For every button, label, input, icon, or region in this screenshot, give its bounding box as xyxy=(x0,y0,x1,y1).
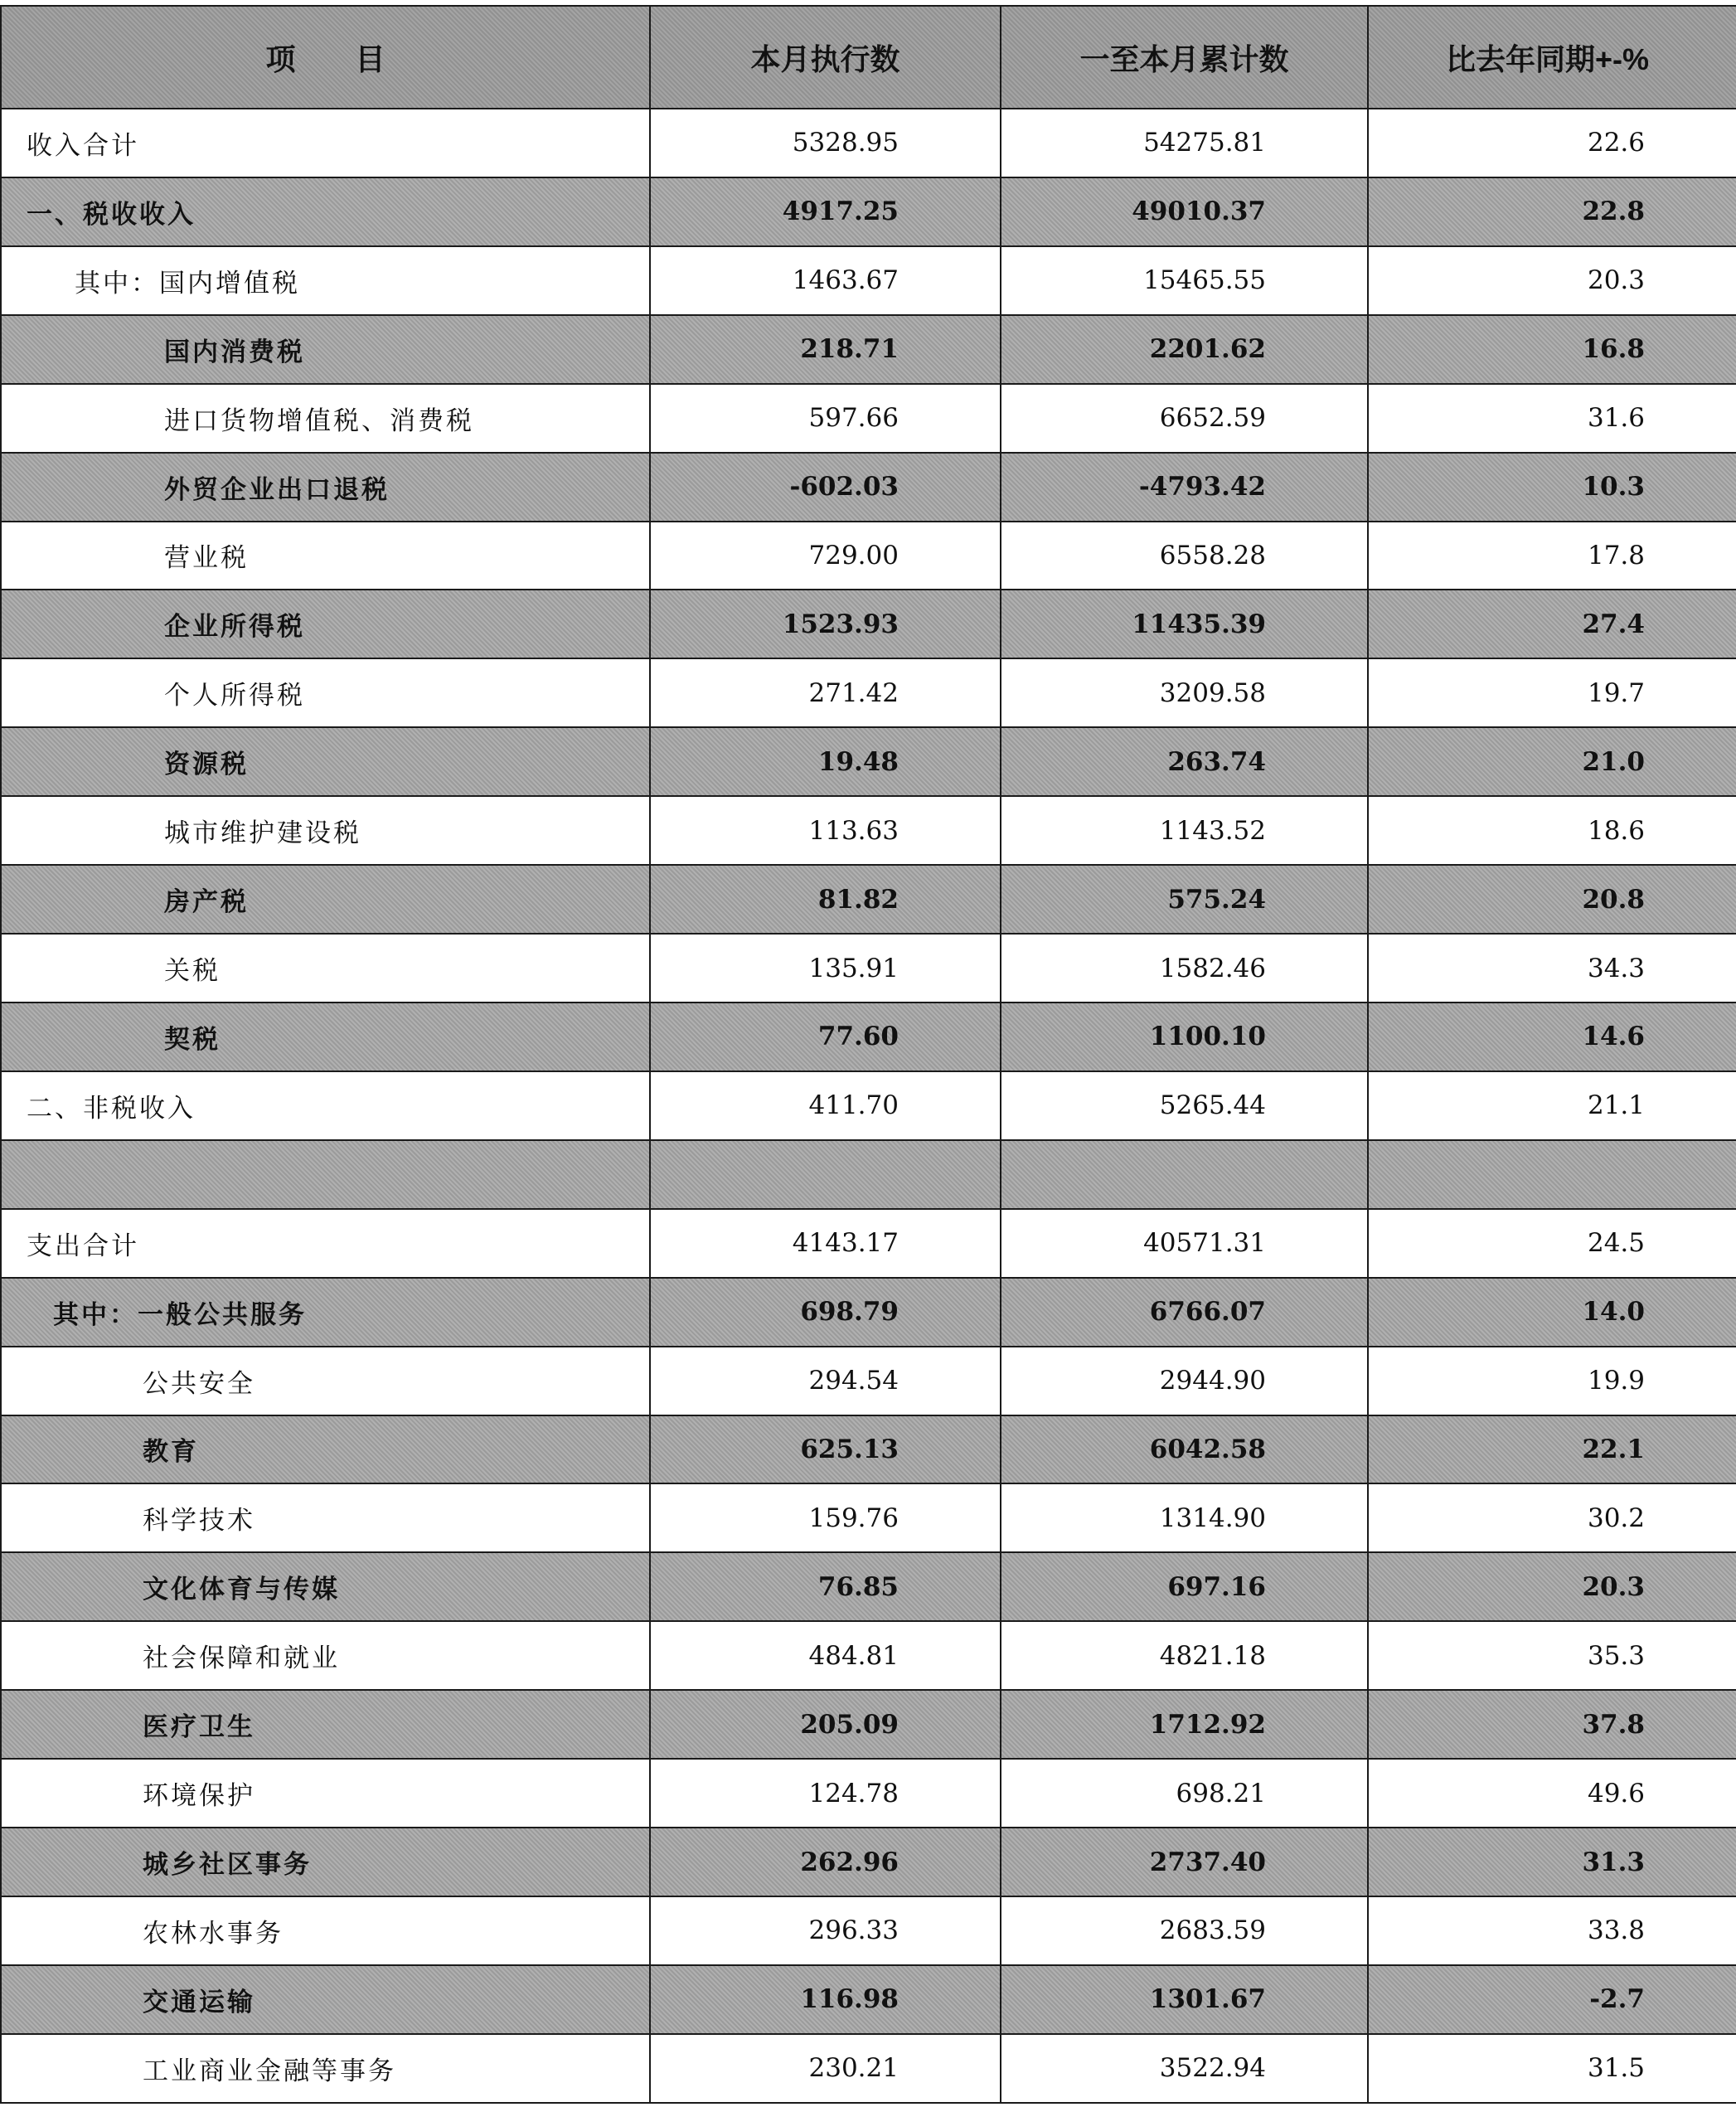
table-row xyxy=(1,453,1736,522)
row-cumulative: 6766.07 xyxy=(1001,1278,1368,1347)
table-row xyxy=(1,658,1736,727)
row-month: 296.33 xyxy=(650,1896,1001,1965)
row-cumulative: 1582.46 xyxy=(1001,934,1368,1003)
row-yoy xyxy=(1368,1140,1736,1209)
table-row xyxy=(1,177,1736,246)
row-cumulative: 697.16 xyxy=(1001,1552,1368,1621)
row-label: 农林水事务 xyxy=(1,1896,650,1965)
row-label: 城乡社区事务 xyxy=(1,1828,650,1896)
row-cumulative: 6652.59 xyxy=(1001,384,1368,453)
row-cumulative: 1314.90 xyxy=(1001,1483,1368,1552)
row-cumulative: 2201.62 xyxy=(1001,315,1368,384)
row-label: 公共安全 xyxy=(1,1347,650,1415)
table-row-empty xyxy=(1,1140,1736,1209)
row-month: 411.70 xyxy=(650,1071,1001,1140)
row-label: 房产税 xyxy=(1,865,650,934)
row-label: 进口货物增值税、消费税 xyxy=(1,384,650,453)
header-yoy: 比去年同期+-% xyxy=(1368,6,1736,109)
row-label: 医疗卫生 xyxy=(1,1690,650,1759)
row-cumulative: 6558.28 xyxy=(1001,522,1368,590)
row-yoy: 16.8 xyxy=(1368,315,1736,384)
row-yoy: 24.5 xyxy=(1368,1209,1736,1278)
table-row xyxy=(1,2034,1736,2103)
table-row xyxy=(1,384,1736,453)
row-month: 597.66 xyxy=(650,384,1001,453)
row-yoy: 31.3 xyxy=(1368,1828,1736,1896)
row-month: -602.03 xyxy=(650,453,1001,522)
row-month xyxy=(650,1140,1001,1209)
table-row xyxy=(1,865,1736,934)
row-label: 环境保护 xyxy=(1,1759,650,1828)
row-label: 国内消费税 xyxy=(1,315,650,384)
row-cumulative: -4793.42 xyxy=(1001,453,1368,522)
row-month: 81.82 xyxy=(650,865,1001,934)
table-row xyxy=(1,1965,1736,2034)
row-cumulative: 15465.55 xyxy=(1001,246,1368,315)
table-row xyxy=(1,1621,1736,1690)
row-label: 社会保障和就业 xyxy=(1,1621,650,1690)
table-row xyxy=(1,1828,1736,1896)
row-label: 企业所得税 xyxy=(1,590,650,658)
row-month: 625.13 xyxy=(650,1415,1001,1484)
row-month: 698.79 xyxy=(650,1278,1001,1347)
table-row xyxy=(1,1071,1736,1140)
row-month: 113.63 xyxy=(650,796,1001,865)
row-label: 收入合计 xyxy=(1,109,650,177)
row-month: 484.81 xyxy=(650,1621,1001,1690)
table-row xyxy=(1,727,1736,796)
table-row xyxy=(1,1759,1736,1828)
row-month: 294.54 xyxy=(650,1347,1001,1415)
row-month: 4143.17 xyxy=(650,1209,1001,1278)
header-month: 本月执行数 xyxy=(650,6,1001,109)
row-label: 其中：国内增值税 xyxy=(1,246,650,315)
row-label: 科学技术 xyxy=(1,1483,650,1552)
row-label: 契税 xyxy=(1,1003,650,1071)
row-month: 76.85 xyxy=(650,1552,1001,1621)
row-label: 资源税 xyxy=(1,727,650,796)
table-row xyxy=(1,1690,1736,1759)
row-label: 交通运输 xyxy=(1,1965,650,2034)
row-month: 77.60 xyxy=(650,1003,1001,1071)
budget-table xyxy=(0,5,1736,2104)
row-yoy: 14.0 xyxy=(1368,1278,1736,1347)
row-cumulative: 6042.58 xyxy=(1001,1415,1368,1484)
row-label xyxy=(1,1140,650,1209)
row-yoy: 31.6 xyxy=(1368,384,1736,453)
table-row xyxy=(1,796,1736,865)
row-yoy: -2.7 xyxy=(1368,1965,1736,2034)
row-cumulative: 11435.39 xyxy=(1001,590,1368,658)
row-month: 159.76 xyxy=(650,1483,1001,1552)
row-cumulative: 3209.58 xyxy=(1001,658,1368,727)
row-cumulative: 1143.52 xyxy=(1001,796,1368,865)
row-yoy: 34.3 xyxy=(1368,934,1736,1003)
row-month: 271.42 xyxy=(650,658,1001,727)
row-label: 工业商业金融等事务 xyxy=(1,2034,650,2103)
row-cumulative: 698.21 xyxy=(1001,1759,1368,1828)
table-row xyxy=(1,1483,1736,1552)
row-yoy: 49.6 xyxy=(1368,1759,1736,1828)
row-cumulative: 263.74 xyxy=(1001,727,1368,796)
row-cumulative: 2944.90 xyxy=(1001,1347,1368,1415)
row-yoy: 35.3 xyxy=(1368,1621,1736,1690)
row-yoy: 33.8 xyxy=(1368,1896,1736,1965)
row-cumulative: 3522.94 xyxy=(1001,2034,1368,2103)
row-label: 支出合计 xyxy=(1,1209,650,1278)
row-yoy: 21.0 xyxy=(1368,727,1736,796)
header-cumulative: 一至本月累计数 xyxy=(1001,6,1368,109)
row-yoy: 21.1 xyxy=(1368,1071,1736,1140)
table-row xyxy=(1,1415,1736,1484)
table-row xyxy=(1,1552,1736,1621)
row-yoy: 20.3 xyxy=(1368,1552,1736,1621)
table-row xyxy=(1,1209,1736,1278)
row-cumulative: 1100.10 xyxy=(1001,1003,1368,1071)
row-month: 230.21 xyxy=(650,2034,1001,2103)
row-month: 729.00 xyxy=(650,522,1001,590)
table-row xyxy=(1,246,1736,315)
row-month: 1463.67 xyxy=(650,246,1001,315)
table-row xyxy=(1,1896,1736,1965)
row-yoy: 30.2 xyxy=(1368,1483,1736,1552)
row-month: 4917.25 xyxy=(650,177,1001,246)
row-label: 文化体育与传媒 xyxy=(1,1552,650,1621)
row-yoy: 37.8 xyxy=(1368,1690,1736,1759)
row-label: 其中：一般公共服务 xyxy=(1,1278,650,1347)
table-row xyxy=(1,590,1736,658)
table-row xyxy=(1,522,1736,590)
row-month: 1523.93 xyxy=(650,590,1001,658)
row-yoy: 31.5 xyxy=(1368,2034,1736,2103)
row-cumulative: 5265.44 xyxy=(1001,1071,1368,1140)
row-label: 城市维护建设税 xyxy=(1,796,650,865)
row-cumulative: 2737.40 xyxy=(1001,1828,1368,1896)
row-label: 个人所得税 xyxy=(1,658,650,727)
row-month: 205.09 xyxy=(650,1690,1001,1759)
row-yoy: 14.6 xyxy=(1368,1003,1736,1071)
table-row xyxy=(1,315,1736,384)
row-month: 135.91 xyxy=(650,934,1001,1003)
table-row xyxy=(1,1278,1736,1347)
row-label: 一、税收收入 xyxy=(1,177,650,246)
row-yoy: 17.8 xyxy=(1368,522,1736,590)
row-yoy: 27.4 xyxy=(1368,590,1736,658)
row-month: 116.98 xyxy=(650,1965,1001,2034)
row-label: 二、非税收入 xyxy=(1,1071,650,1140)
table-row xyxy=(1,109,1736,177)
row-month: 5328.95 xyxy=(650,109,1001,177)
row-cumulative: 575.24 xyxy=(1001,865,1368,934)
row-label: 营业税 xyxy=(1,522,650,590)
row-cumulative: 49010.37 xyxy=(1001,177,1368,246)
row-cumulative: 1712.92 xyxy=(1001,1690,1368,1759)
table-header-row xyxy=(1,6,1736,109)
row-cumulative xyxy=(1001,1140,1368,1209)
row-cumulative: 2683.59 xyxy=(1001,1896,1368,1965)
row-cumulative: 40571.31 xyxy=(1001,1209,1368,1278)
row-month: 262.96 xyxy=(650,1828,1001,1896)
row-month: 124.78 xyxy=(650,1759,1001,1828)
row-yoy: 22.6 xyxy=(1368,109,1736,177)
header-item: 项 目 xyxy=(1,6,650,109)
row-cumulative: 54275.81 xyxy=(1001,109,1368,177)
table-row xyxy=(1,934,1736,1003)
row-yoy: 10.3 xyxy=(1368,453,1736,522)
row-month: 218.71 xyxy=(650,315,1001,384)
row-yoy: 22.1 xyxy=(1368,1415,1736,1484)
row-label: 教育 xyxy=(1,1415,650,1484)
row-label: 外贸企业出口退税 xyxy=(1,453,650,522)
row-month: 19.48 xyxy=(650,727,1001,796)
row-cumulative: 4821.18 xyxy=(1001,1621,1368,1690)
row-yoy: 19.7 xyxy=(1368,658,1736,727)
row-cumulative: 1301.67 xyxy=(1001,1965,1368,2034)
table-row xyxy=(1,1347,1736,1415)
row-yoy: 22.8 xyxy=(1368,177,1736,246)
row-yoy: 20.3 xyxy=(1368,246,1736,315)
table-row xyxy=(1,1003,1736,1071)
row-yoy: 18.6 xyxy=(1368,796,1736,865)
row-label: 关税 xyxy=(1,934,650,1003)
row-yoy: 20.8 xyxy=(1368,865,1736,934)
row-yoy: 19.9 xyxy=(1368,1347,1736,1415)
